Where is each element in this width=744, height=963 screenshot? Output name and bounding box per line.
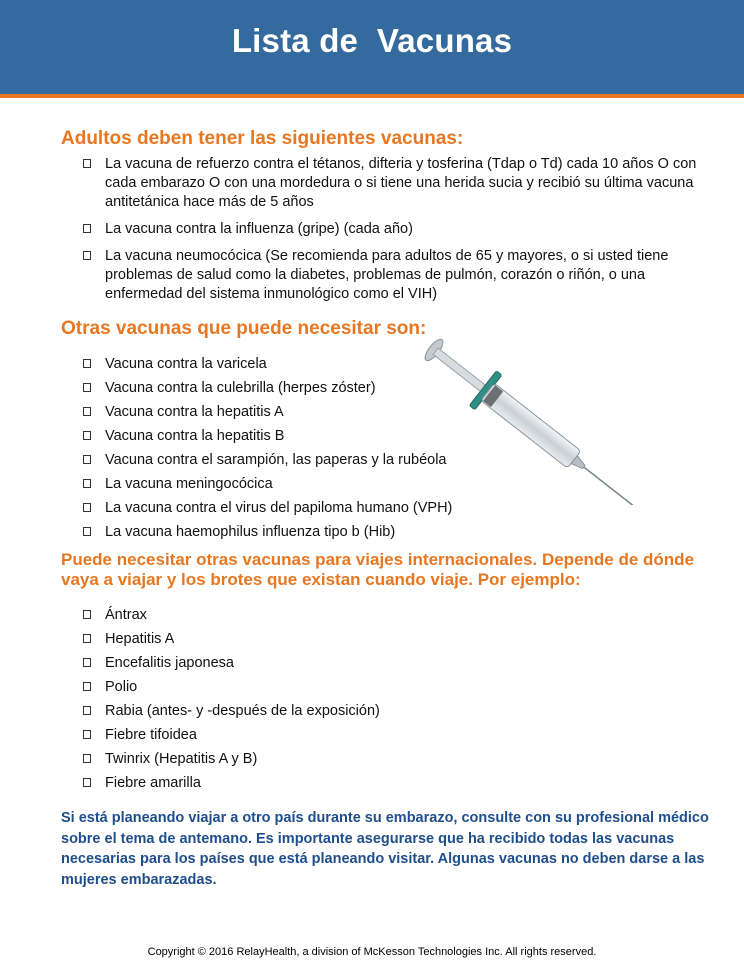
list-item: Ántrax — [83, 606, 723, 630]
list-item: La vacuna contra la influenza (gripe) (cada año) — [83, 220, 723, 239]
checkbox-icon — [83, 754, 91, 763]
title-banner — [0, 0, 744, 98]
travel-vaccine-list — [83, 606, 723, 798]
checkbox-icon — [83, 778, 91, 787]
copyright-footer: Copyright © 2016 RelayHealth, a division of McKesson Technologies Inc. All rights reserved. — [147, 946, 597, 958]
list-item: Vacuna contra la hepatitis B — [83, 427, 723, 451]
syringe-illustration — [412, 330, 637, 505]
page-title: Lista de Vacunas — [231, 22, 513, 59]
checkbox-icon — [83, 634, 91, 643]
checkbox-icon — [83, 527, 91, 536]
checkbox-icon — [83, 407, 91, 416]
checkbox-icon — [83, 251, 91, 260]
list-item: Twinrix (Hepatitis A y B) — [83, 750, 723, 774]
list-item: Fiebre amarilla — [83, 774, 723, 798]
checkbox-icon — [83, 431, 91, 440]
adults-heading: Adultos deben tener las siguientes vacunas: — [61, 128, 464, 149]
checkbox-icon — [83, 479, 91, 488]
list-item: La vacuna de refuerzo contra el tétanos, difteria y tosferina (Tdap o Td) cada 10 años O con cada embarazo O con una mordedura o si tiene una herida sucia y recibió su última vacuna antitetánica hace más de 5 años — [83, 155, 723, 212]
list-item: Vacuna contra la hepatitis A — [83, 403, 723, 427]
checkbox-icon — [83, 682, 91, 691]
checkbox-icon — [83, 383, 91, 392]
list-item: La vacuna meningocócica — [83, 475, 723, 499]
pregnancy-travel-note: Si está planeando viajar a otro país durante su embarazo, consulte con su profesional médico sobre el tema de antemano. Es importante asegurarse que ha recibido todas las vacunas necesarias para los países que está planeando visitar. Algunas vacunas no deben darse a las mujeres embarazadas. — [61, 810, 709, 888]
checkbox-icon — [83, 610, 91, 619]
list-item: La vacuna contra el virus del papiloma humano (VPH) — [83, 499, 723, 523]
list-item: Encefalitis japonesa — [83, 654, 723, 678]
list-item: Fiebre tifoidea — [83, 726, 723, 750]
checkbox-icon — [83, 224, 91, 233]
checkbox-icon — [83, 359, 91, 368]
checkbox-icon — [83, 706, 91, 715]
list-item: Vacuna contra el sarampión, las paperas y la rubéola — [83, 451, 723, 475]
list-item: Vacuna contra la culebrilla (herpes zóster) — [83, 379, 723, 403]
checkbox-icon — [83, 503, 91, 512]
list-item: Rabia (antes- y -después de la exposición) — [83, 702, 723, 726]
checkbox-icon — [83, 730, 91, 739]
list-item: Vacuna contra la varicela — [83, 355, 723, 379]
list-item: Hepatitis A — [83, 630, 723, 654]
list-item: Polio — [83, 678, 723, 702]
adults-vaccine-list — [83, 155, 723, 312]
checkbox-icon — [83, 159, 91, 168]
checkbox-icon — [83, 658, 91, 667]
travel-heading: Puede necesitar otras vacunas para viajes internacionales. Depende de dónde vaya a viajar y los brotes que existan cuando viaje. Por ejemplo: — [61, 550, 695, 589]
other-vaccines-heading: Otras vacunas que puede necesitar son: — [61, 318, 427, 339]
checkbox-icon — [83, 455, 91, 464]
list-item: La vacuna haemophilus influenza tipo b (Hib) — [83, 523, 723, 547]
list-item: La vacuna neumocócica (Se recomienda para adultos de 65 y mayores, o si usted tiene problemas de salud como la diabetes, problemas de pulmón, corazón o riñón, o una enfermedad del sistema inmunológico como el VIH) — [83, 247, 723, 304]
